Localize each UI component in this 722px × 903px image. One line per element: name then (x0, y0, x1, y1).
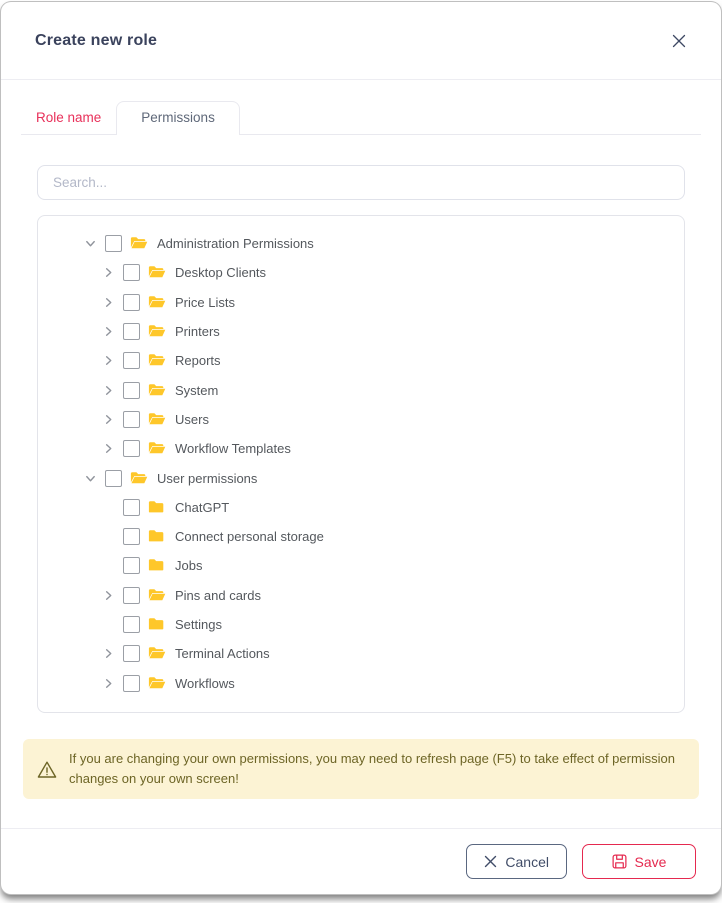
tree-row[interactable] (48, 317, 674, 346)
cancel-button[interactable] (466, 844, 567, 879)
folder-open-icon (148, 646, 166, 662)
chevron-spacer (100, 558, 116, 574)
tree-row[interactable] (48, 551, 674, 580)
chevron-right-icon[interactable] (100, 587, 116, 603)
checkbox[interactable] (123, 294, 140, 311)
tree-item-label: Desktop Clients (175, 265, 267, 281)
permissions-tree (37, 215, 685, 713)
folder-open-icon (148, 587, 166, 603)
folder-open-icon (148, 441, 166, 457)
tab-permissions[interactable]: Permissions (116, 101, 240, 135)
tree-row[interactable] (48, 434, 674, 463)
tree-item-label: Administration Permissions (157, 236, 314, 252)
checkbox[interactable] (123, 382, 140, 399)
checkbox[interactable] (123, 499, 140, 516)
chevron-right-icon[interactable] (100, 411, 116, 427)
tree-item-label: Pins and cards (175, 587, 261, 603)
chevron-right-icon[interactable] (100, 294, 116, 310)
folder-closed-icon (148, 499, 166, 515)
tree-item-label: System (175, 382, 219, 398)
folder-open-icon (148, 294, 166, 310)
create-role-modal (1, 2, 721, 894)
modal-footer (1, 828, 721, 894)
tree-row[interactable] (48, 229, 674, 258)
tab-role-name[interactable]: Role name (36, 110, 102, 125)
checkbox[interactable] (105, 470, 122, 487)
chevron-spacer (100, 499, 116, 515)
tree-row[interactable] (48, 639, 674, 668)
tree-row[interactable] (48, 463, 674, 492)
tree-row[interactable] (48, 375, 674, 404)
chevron-right-icon[interactable] (100, 353, 116, 369)
tree-item-label: Terminal Actions (175, 646, 270, 662)
tree-row[interactable] (48, 288, 674, 317)
folder-closed-icon (148, 558, 166, 574)
modal-body (1, 135, 721, 828)
checkbox[interactable] (123, 352, 140, 369)
tree-item-label: Printers (175, 324, 220, 340)
warning-text: If you are changing your own permissions, you may need to refresh page (F5) to take effect of permission changes on your own screen! (69, 751, 676, 787)
tree-row[interactable] (48, 522, 674, 551)
tree-item-label: Price Lists (175, 294, 235, 310)
checkbox[interactable] (123, 264, 140, 281)
checkbox[interactable] (123, 557, 140, 574)
modal-header (1, 2, 721, 80)
folder-open-icon (148, 382, 166, 398)
chevron-spacer (100, 617, 116, 633)
tree-row[interactable] (48, 668, 674, 697)
chevron-right-icon[interactable] (100, 646, 116, 662)
checkbox[interactable] (123, 528, 140, 545)
checkbox[interactable] (123, 587, 140, 604)
tree-row[interactable] (48, 581, 674, 610)
tree-item-label: Connect personal storage (175, 529, 324, 545)
close-icon[interactable] (665, 27, 693, 55)
checkbox[interactable] (123, 645, 140, 662)
folder-closed-icon (148, 617, 166, 633)
tree-item-label: Workflows (175, 675, 235, 691)
chevron-right-icon[interactable] (100, 324, 116, 340)
save-label: Save (634, 853, 667, 870)
chevron-spacer (100, 529, 116, 545)
modal-title: Create new role (35, 31, 158, 49)
warning-triangle-icon (37, 760, 57, 779)
tree-item-label: User permissions (157, 470, 258, 486)
folder-open-icon (130, 236, 148, 252)
checkbox[interactable] (123, 616, 140, 633)
folder-open-icon (130, 470, 148, 486)
checkbox[interactable] (105, 235, 122, 252)
tree-item-label: ChatGPT (175, 499, 230, 515)
tree-row[interactable] (48, 405, 674, 434)
tree-item-label: Users (175, 411, 209, 427)
chevron-right-icon[interactable] (100, 441, 116, 457)
tree-item-label: Workflow Templates (175, 441, 291, 457)
folder-open-icon (148, 411, 166, 427)
checkbox[interactable] (123, 411, 140, 428)
tree-item-label: Reports (175, 353, 221, 369)
folder-open-icon (148, 675, 166, 691)
chevron-down-icon[interactable] (82, 470, 98, 486)
tree-item-label: Jobs (175, 558, 203, 574)
tree-row[interactable] (48, 610, 674, 639)
tree-item-label: Settings (175, 617, 222, 632)
checkbox[interactable] (123, 440, 140, 457)
save-button[interactable] (582, 844, 696, 879)
cancel-label: Cancel (505, 853, 549, 870)
tabs-row (21, 80, 701, 135)
chevron-right-icon[interactable] (100, 265, 116, 281)
chevron-down-icon[interactable] (82, 236, 98, 252)
warning-banner (23, 739, 699, 799)
tree-row[interactable] (48, 493, 674, 522)
search-input[interactable] (37, 165, 685, 200)
chevron-right-icon[interactable] (100, 382, 116, 398)
checkbox[interactable] (123, 323, 140, 340)
save-floppy-icon (612, 854, 627, 869)
tree-row[interactable] (48, 346, 674, 375)
folder-open-icon (148, 324, 166, 340)
folder-closed-icon (148, 529, 166, 545)
folder-open-icon (148, 265, 166, 281)
folder-open-icon (148, 353, 166, 369)
tree-row[interactable] (48, 258, 674, 287)
checkbox[interactable] (123, 675, 140, 692)
cancel-x-icon (484, 855, 497, 868)
chevron-right-icon[interactable] (100, 675, 116, 691)
